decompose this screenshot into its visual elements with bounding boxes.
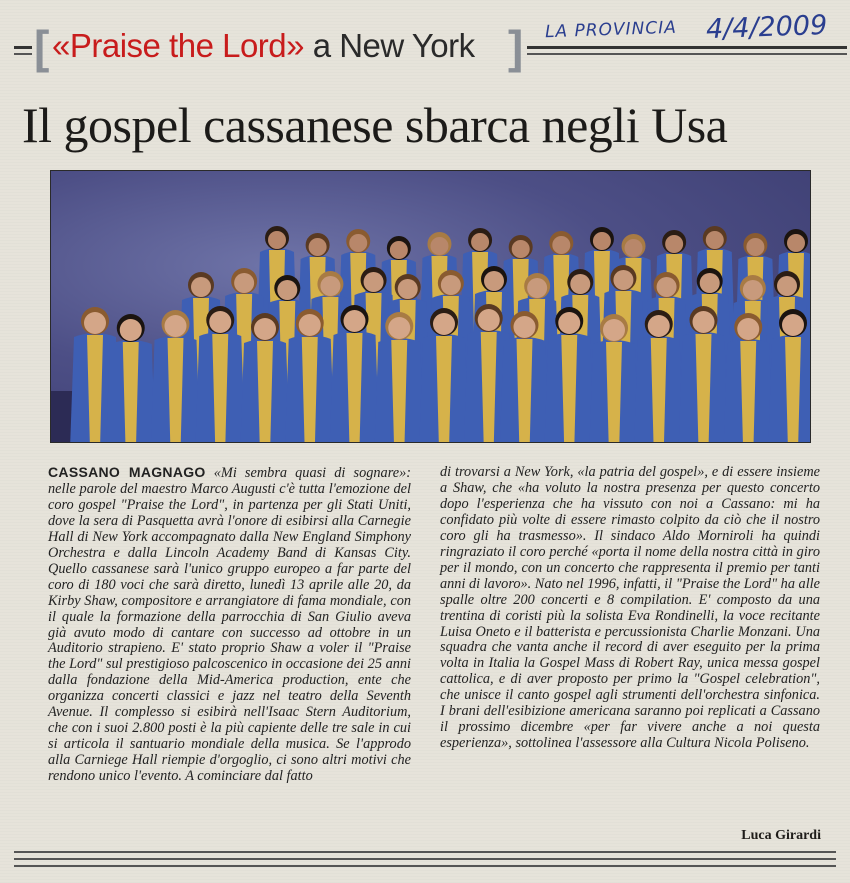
article-column-left bbox=[48, 465, 411, 785]
singer-face bbox=[309, 238, 327, 256]
singer-face bbox=[478, 309, 500, 331]
singer-face bbox=[433, 313, 455, 335]
singer-stole bbox=[257, 341, 273, 442]
singer-face bbox=[558, 312, 580, 334]
headline: Il gospel cassanese sbarca negli Usa bbox=[22, 97, 728, 153]
singer-face bbox=[84, 312, 106, 334]
footer-rule-3 bbox=[14, 865, 836, 867]
handwritten-date-note: 4/4/2009 bbox=[705, 9, 828, 46]
singer-face bbox=[441, 275, 461, 295]
singer-stole bbox=[561, 335, 577, 442]
singer-face bbox=[787, 234, 805, 252]
kicker-rule-right bbox=[527, 46, 847, 49]
singer-face bbox=[234, 273, 254, 293]
singer-face bbox=[299, 314, 321, 336]
kicker-rule-left bbox=[14, 46, 32, 49]
singer-face bbox=[657, 277, 677, 297]
singer-face bbox=[398, 279, 418, 299]
singer-face bbox=[625, 239, 643, 257]
choir-illustration bbox=[51, 171, 810, 442]
singer-face bbox=[700, 273, 720, 293]
article-column-right bbox=[440, 465, 820, 752]
singer-face bbox=[593, 232, 611, 250]
singer-face bbox=[743, 280, 763, 300]
kicker-quoted-title: «Praise the Lord» bbox=[52, 27, 305, 64]
singer-face bbox=[603, 319, 625, 341]
singer-face bbox=[430, 237, 448, 255]
byline: Luca Girardi bbox=[741, 828, 821, 843]
singer-face bbox=[527, 278, 547, 298]
singer-stole bbox=[391, 340, 407, 442]
singer-stole bbox=[785, 337, 801, 442]
dateline: CASSANO MAGNAGO bbox=[48, 464, 206, 480]
singer-face bbox=[777, 276, 797, 296]
singer-face bbox=[737, 318, 759, 340]
singer-face bbox=[746, 238, 764, 256]
article-text-right: di trovarsi a New York, «la patria del gospel», e di essere insieme a Shaw, che «ha voluto la nostra presenza per questo concerto dopo l'esperienza che ha vissuto con noi a Cassano: mi ha confidato più volte di essere rimasto colpito da ciò che il nostro coro gli ha trasmesso». Il sindaco Aldo Morniroli ha quindi ringraziato il coro perché «porta il nome della nostra città in giro per il mondo, con un concerto che rappresenta il premio per tanti anni di lavoro». Nato nel 1996, infatti, il "Praise the Lord" ha alle spalle oltre 200 concerti e 8 compilation. E' composto da una trentina di coristi più la solista Eva Rondinelli, la voce recitante Luisa Oneto e il batterista e percussionista Charlie Monzani. Una squadra che vanta anche il record di aver eseguito per la prima volta in Italia la Gospel Mass di Robert Ray, unica messa gospel cattolica, e di aver proposto per primo la "Gospel celebration", che unisce il canto gospel agli strumenti dell'orchestra sinfonica. I brani dell'esibizione americana saranno poi replicati a Cassano il prossimo dicembre «per far vivere anche a noi questa esperienza», sottolinea l'assessore alla Cultura Nicola Poliseno. bbox=[440, 464, 820, 752]
singer-face bbox=[344, 310, 366, 332]
kicker-bracket-left: [ bbox=[34, 21, 50, 73]
singer-face bbox=[349, 234, 367, 252]
singer-face bbox=[390, 241, 408, 259]
singer-stole bbox=[606, 342, 622, 442]
singer-face bbox=[693, 311, 715, 333]
handwritten-source-note: LA PROVINCIA bbox=[544, 17, 678, 43]
singer-face bbox=[120, 319, 142, 341]
singer-stole bbox=[651, 338, 667, 442]
singer-stole bbox=[436, 336, 452, 442]
singer-face bbox=[165, 315, 187, 337]
singer-face bbox=[570, 274, 590, 294]
singer-stole bbox=[123, 342, 139, 442]
choir-photo bbox=[50, 170, 811, 443]
singer-face bbox=[706, 231, 724, 249]
footer-rule-2 bbox=[14, 858, 836, 860]
singer-face bbox=[665, 235, 683, 253]
singer-face bbox=[191, 277, 211, 297]
singer-face bbox=[254, 318, 276, 340]
singer-face bbox=[512, 240, 530, 258]
singer-face bbox=[277, 280, 297, 300]
singer-face bbox=[471, 233, 489, 251]
singer-face bbox=[648, 315, 670, 337]
singer-face bbox=[484, 271, 504, 291]
article-text-left: «Mi sembra quasi di sognare»: nelle parole del maestro Marco Augusti c'è tutta l'emozione del coro gospel "Praise the Lord", in partenza per gli Stati Uniti, dove la sera di Pasquetta avrà l'onore di esibirsi alla Carnegie Hall di New York accompagnato dalla New England Simphony Orchestra e dalla Lincoln Academy Band di Kansas City. Quello cassanese sarà l'unico gruppo europeo a far parte del coro di 180 voci che sarà diretto, lunedì 13 aprile alle 20, da Kirby Shaw, compositore e arrangiatore di fama mondiale, con il quale la formazione della parrocchia di San Giulio aveva già avuto modo di cantare con successo ad ottobre in un Auditorio strapieno. E' stato proprio Shaw a voler il "Praise the Lord" sul prestigioso palcoscenico in occasione dei 25 anni dalla fondazione della Mid-America production, ente che organizza concerti classici e jazz nel teatro della Seventh Avenue. Il complesso si esibirà nell'Isaac Stern Auditorium, che con i suoi 2.800 posti è la più capiente delle tre sale in cui si articola il santuario mondiale della musica. Se l'approdo alla Carniege Hall riempie d'orgoglio, ci sono altri motivi che rendono unico l'evento. A cominciare dal fatto bbox=[48, 465, 411, 785]
singer-stole bbox=[517, 339, 533, 442]
singer-face bbox=[782, 314, 804, 336]
singer-stole bbox=[87, 335, 103, 442]
singer-face bbox=[552, 236, 570, 254]
footer-rule-1 bbox=[14, 851, 836, 853]
singer-face bbox=[388, 317, 410, 339]
kicker-bracket-right: ] bbox=[508, 21, 524, 73]
singer-stole bbox=[740, 341, 756, 442]
kicker-rest: a New York bbox=[312, 27, 475, 64]
singer-stole bbox=[302, 337, 318, 442]
singer-face bbox=[209, 311, 231, 333]
singer-face bbox=[320, 276, 340, 296]
singer-face bbox=[613, 270, 633, 290]
singer-face bbox=[514, 316, 536, 338]
singer-face bbox=[364, 272, 384, 292]
singer-face bbox=[268, 231, 286, 249]
kicker bbox=[52, 27, 475, 65]
singer-stole bbox=[168, 338, 184, 442]
